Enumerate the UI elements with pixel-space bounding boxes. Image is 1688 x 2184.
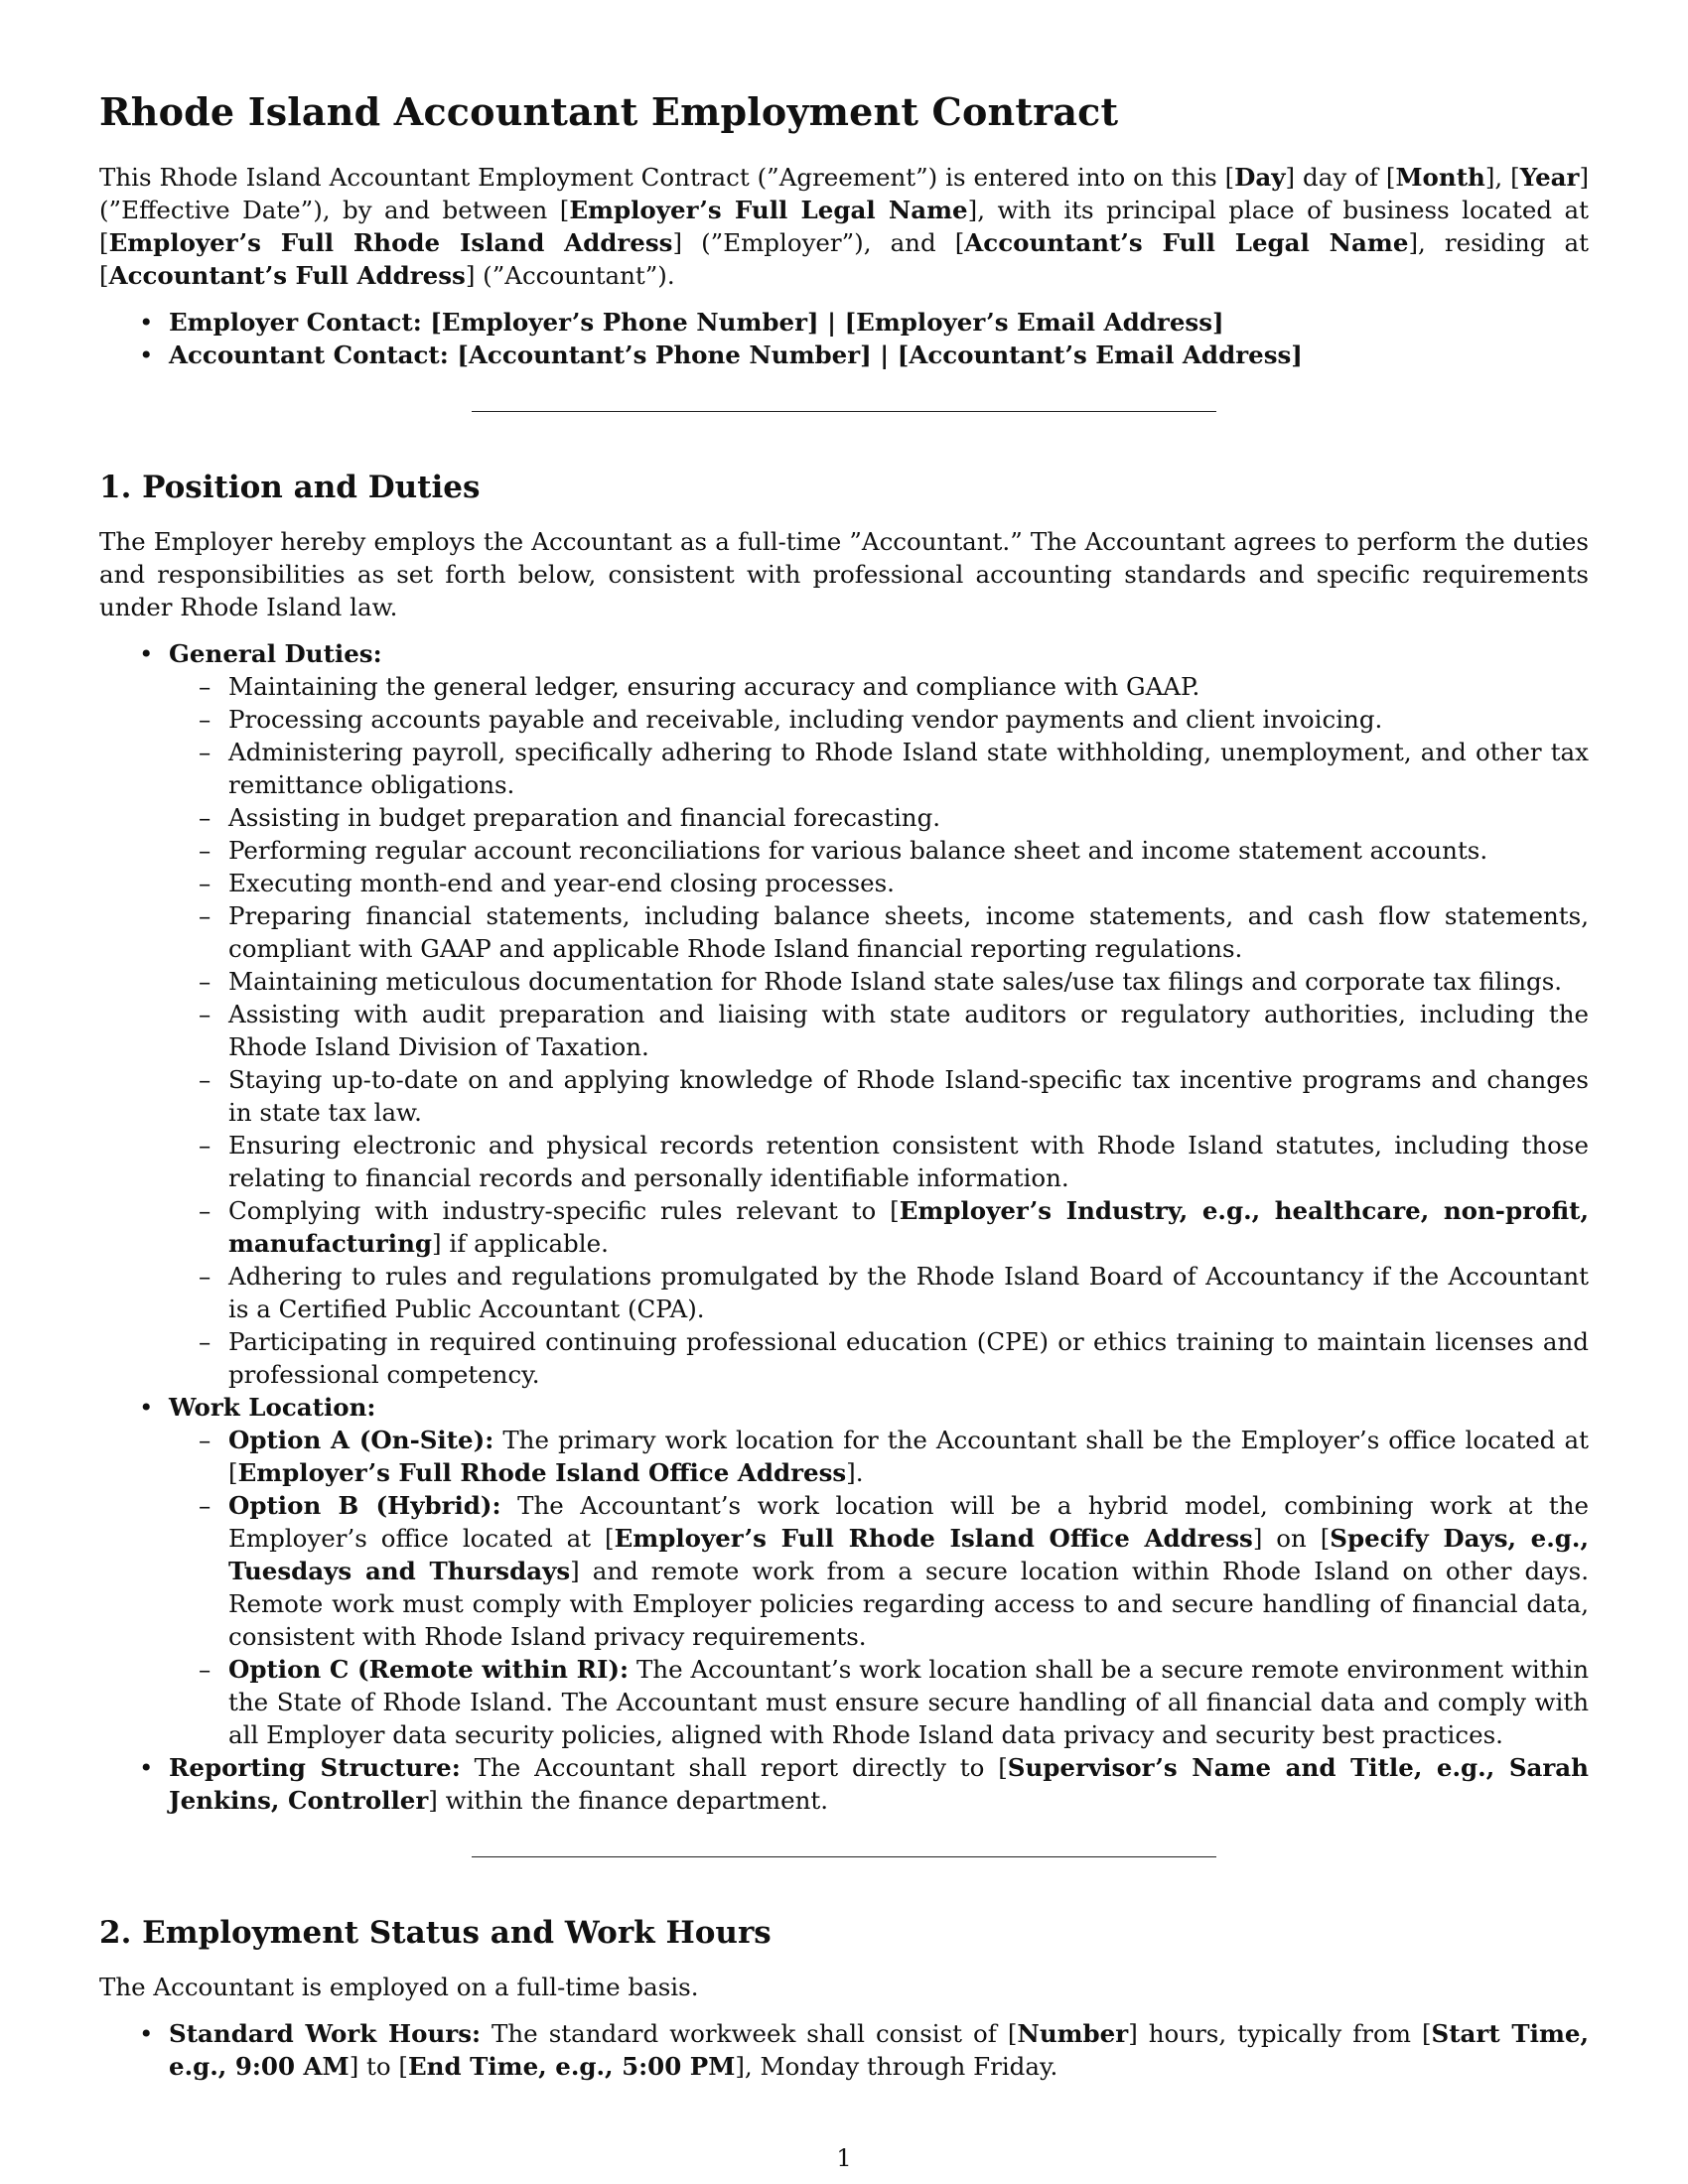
- reporting-text: The Accountant shall report directly to [: [460, 1753, 1008, 1782]
- month-placeholder: Month: [1395, 163, 1485, 192]
- reporting-label: Reporting Structure:: [169, 1753, 461, 1782]
- option-b-label: Option B (Hybrid):: [228, 1491, 501, 1520]
- start-time-placeholder: Start Time, e.g., 9:00 AM: [169, 2019, 1589, 2081]
- work-location-item: [169, 1391, 1589, 1751]
- intro-text: ] (”Accountant”).: [465, 261, 675, 290]
- option-a: [228, 1424, 1589, 1489]
- work-location-label: Work Location:: [169, 1393, 376, 1422]
- employer-name-placeholder: Employer’s Full Legal Name: [569, 196, 968, 224]
- location-options-list: [169, 1424, 1589, 1751]
- work-hours-item: [169, 2017, 1589, 2083]
- option-c-label: Option C (Remote within RI):: [228, 1655, 630, 1684]
- section-1-heading: 1. Position and Duties: [99, 470, 481, 505]
- section-1-intro: The Employer hereby employs the Accountant as a full-time ”Accountant.” The Accountant agrees to perform the duties and responsibilities as set forth below, consistent with professional accounting standards and specific requirements under Rhode Island law.: [99, 527, 1589, 621]
- option-a-label: Option A (On-Site):: [228, 1426, 494, 1454]
- duty-item: – Ensuring electronic and physical records retention consistent with Rhode Island statutes, including those relating to financial records and personally identifiable information.: [228, 1129, 1589, 1194]
- reporting-structure-item: [169, 1751, 1589, 1817]
- option-b-text: ] and remote work from a secure location within Rhode Island on other days. Remote work must comply with Employer policies regarding access to and secure handling of financial data, consistent with Rhode Island privacy requirements.: [228, 1557, 1589, 1651]
- duty-item: – Processing accounts payable and receivable, including vendor payments and client invoicing.: [228, 703, 1589, 736]
- section-divider: [472, 411, 1216, 412]
- document-title: Rhode Island Accountant Employment Contract: [99, 89, 1119, 134]
- office-address-placeholder: Employer’s Full Rhode Island Office Address: [614, 1524, 1253, 1553]
- work-hours-text: ], Monday through Friday.: [735, 2052, 1058, 2081]
- section-2-heading: 2. Employment Status and Work Hours: [99, 1915, 772, 1951]
- page-number: 1: [836, 2144, 852, 2172]
- work-hours-label: Standard Work Hours:: [169, 2019, 482, 2048]
- year-placeholder: Year: [1519, 163, 1580, 192]
- duty-item: – Administering payroll, specifically adhering to Rhode Island state withholding, unemployment, and other tax remittance obligations.: [228, 736, 1589, 801]
- accountant-contact-label: Accountant Contact:: [169, 341, 449, 369]
- work-hours-text: The standard workweek shall consist of [: [481, 2019, 1018, 2048]
- general-duties-label: General Duties:: [169, 639, 382, 668]
- section-1-list: [99, 637, 1589, 1817]
- employer-contact-label: Employer Contact:: [169, 308, 422, 337]
- work-hours-text: ] hours, typically from [: [1128, 2019, 1432, 2048]
- day-placeholder: Day: [1234, 163, 1286, 192]
- work-hours-text: ] to [: [349, 2052, 408, 2081]
- intro-text: This Rhode Island Accountant Employment Contract (”Agreement”) is entered into on this [: [99, 163, 1235, 192]
- industry-placeholder: Employer’s Industry, e.g., healthcare, non-profit, manufacturing: [228, 1196, 1589, 1258]
- contract-page: [99, 87, 1589, 2083]
- option-b-text: The Accountant’s work location will be a hybrid model, combining work at the Employer’s office located at [: [228, 1491, 1590, 1553]
- intro-text: ] day of [: [1285, 163, 1396, 192]
- option-c-text: The Accountant’s work location shall be a secure remote environment within the State of Rhode Island. The Accountant must ensure secure handling of all financial data and comply with all Employer data security policies, aligned with Rhode Island data privacy and security best practices.: [228, 1655, 1589, 1749]
- duty-item: – Adhering to rules and regulations promulgated by the Rhode Island Board of Accountancy if the Accountant is a Certified Public Accountant (CPA).: [228, 1260, 1589, 1325]
- reporting-text: ] within the finance department.: [428, 1786, 829, 1815]
- section-2-list: [99, 2017, 1589, 2083]
- duty-item: – Executing month-end and year-end closing processes.: [228, 867, 1589, 899]
- section-divider: [472, 1856, 1216, 1857]
- option-b-text: ] on [: [1252, 1524, 1331, 1553]
- intro-text: ], [: [1484, 163, 1520, 192]
- option-a-text: ].: [846, 1458, 864, 1487]
- option-a-text: The primary work location for the Accountant shall be the Employer’s office located at [: [228, 1426, 1589, 1487]
- option-b: [228, 1489, 1589, 1653]
- intro-text: ] (”Employer”), and [: [672, 228, 965, 257]
- duty-item: – Preparing financial statements, including balance sheets, income statements, and cash flow statements, compliant with GAAP and applicable Rhode Island financial reporting regulations.: [228, 899, 1589, 965]
- duties-list: [169, 670, 1589, 1391]
- duty-item: – Staying up-to-date on and applying knowledge of Rhode Island-specific tax incentive programs and changes in state tax law.: [228, 1063, 1589, 1129]
- section-2-intro: The Accountant is employed on a full-time basis.: [99, 1973, 699, 2001]
- duty-item: – Assisting with audit preparation and liaising with state auditors or regulatory authorities, including the Rhode Island Division of Taxation.: [228, 998, 1589, 1063]
- intro-paragraph: [99, 161, 1589, 292]
- accountant-contact-value: [Accountant’s Phone Number] | [Accountant’s Email Address]: [457, 341, 1303, 369]
- accountant-contact: [169, 339, 1589, 371]
- duty-item: – Maintaining meticulous documentation for Rhode Island state sales/use tax filings and corporate tax filings.: [228, 965, 1589, 998]
- duty-item-industry: [228, 1194, 1589, 1260]
- general-duties-item: [169, 637, 1589, 1391]
- accountant-address-placeholder: Accountant’s Full Address: [108, 261, 466, 290]
- employer-contact: [169, 306, 1589, 339]
- contact-list: [99, 306, 1589, 371]
- hours-number-placeholder: Number: [1017, 2019, 1129, 2048]
- employer-address-placeholder: Employer’s Full Rhode Island Address: [108, 228, 673, 257]
- intro-text: ], with its principal place of business located at [: [99, 196, 1589, 257]
- end-time-placeholder: End Time, e.g., 5:00 PM: [407, 2052, 736, 2081]
- supervisor-placeholder: Supervisor’s Name and Title, e.g., Sarah Jenkins, Controller: [169, 1753, 1589, 1815]
- industry-text: Complying with industry-specific rules relevant to [: [228, 1196, 900, 1225]
- duty-item: – Performing regular account reconciliations for various balance sheet and income statement accounts.: [228, 834, 1589, 867]
- duty-item: – Participating in required continuing professional education (CPE) or ethics training to maintain licenses and professional competency.: [228, 1325, 1589, 1391]
- duty-item: – Maintaining the general ledger, ensuring accuracy and compliance with GAAP.: [228, 670, 1589, 703]
- intro-text: ], residing at [: [99, 228, 1589, 290]
- industry-text: ] if applicable.: [432, 1229, 609, 1258]
- duty-item: – Assisting in budget preparation and financial forecasting.: [228, 801, 1589, 834]
- office-address-placeholder: Employer’s Full Rhode Island Office Address: [237, 1458, 847, 1487]
- intro-text: ] (”Effective Date”), by and between [: [99, 163, 1589, 224]
- days-placeholder: Specify Days, e.g., Tuesdays and Thursdays: [228, 1524, 1589, 1585]
- option-c: [228, 1653, 1589, 1751]
- accountant-name-placeholder: Accountant’s Full Legal Name: [964, 228, 1409, 257]
- employer-contact-value: [Employer’s Phone Number] | [Employer’s Email Address]: [430, 308, 1224, 337]
